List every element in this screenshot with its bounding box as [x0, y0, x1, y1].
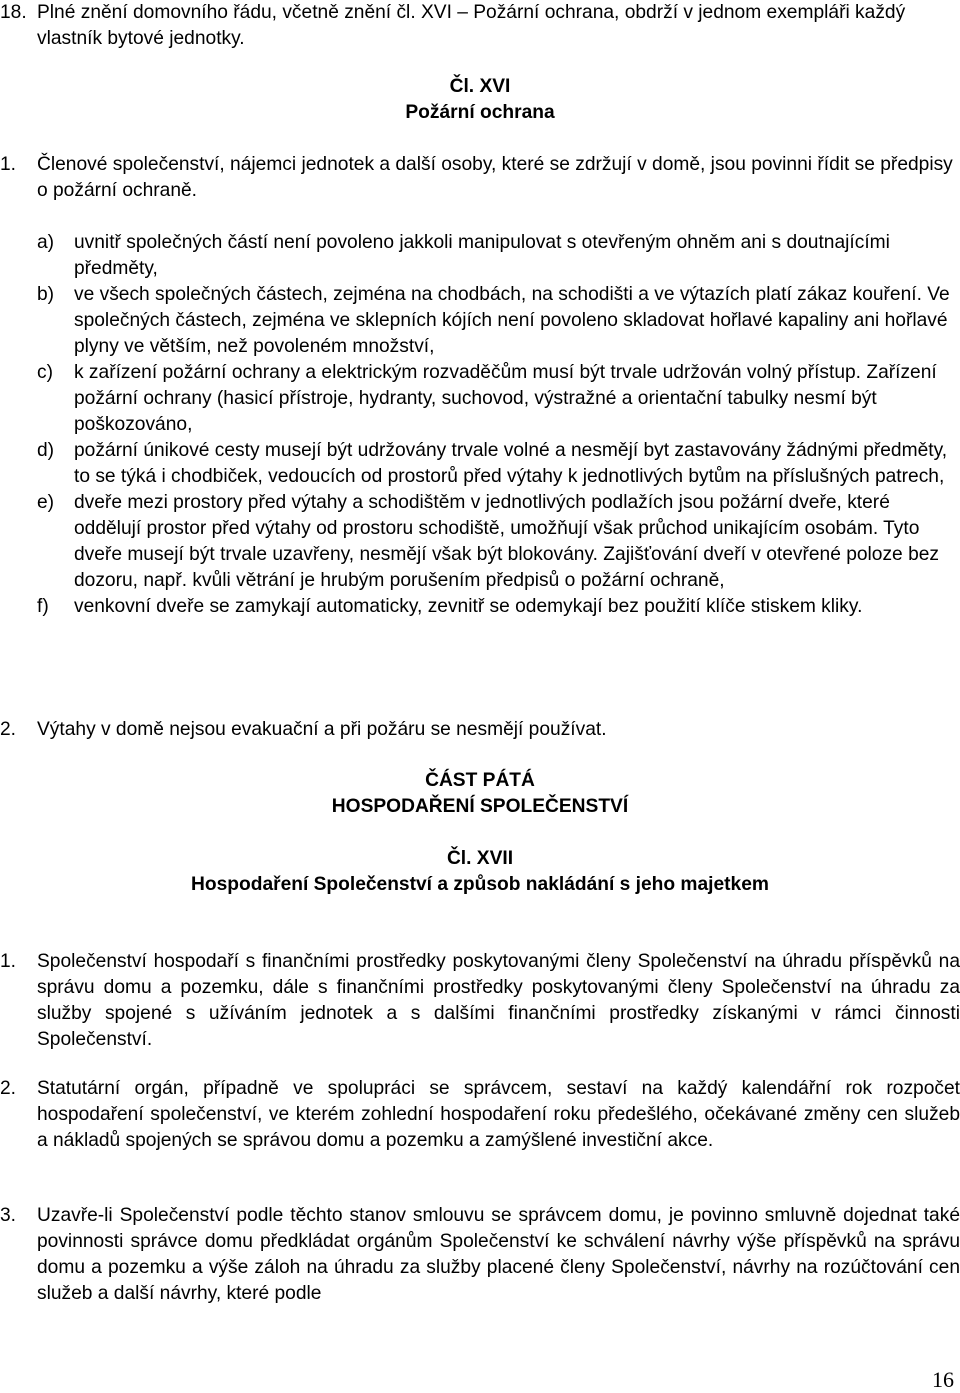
article-xvii-heading	[0, 846, 960, 898]
subitem-letter: e)	[37, 492, 55, 513]
subitem-text: venkovní dveře se zamykají automaticky, zevnitř se odemykají bez použití klíče stiskem kliky.	[74, 596, 863, 617]
article-label: Čl. XVII	[446, 848, 514, 869]
item-number: 18.	[0, 2, 27, 23]
subitem-letter: b)	[37, 284, 55, 305]
subitem-text: požární únikové cesty musejí být udržovány trvale volné a nesmějí byt zastavovány žádnými předměty, to se týká i chodbiček, vedoucích od prostorů před výtahy k jednotlivých bytům na příslušných patrech,	[74, 440, 948, 487]
subitem-e	[0, 490, 960, 594]
page-number: 16	[932, 1367, 954, 1392]
item-text: Statutární orgán, případně ve spolupráci se správcem, sestaví na každý kalendářní rok rozpočet hospodaření společenství, ve kterém zohlední hospodaření roku předešlého, očekávané změny cen služeb a nákladů spojených se správou domu a pozemku a zamýšlené investiční akce.	[37, 1078, 960, 1151]
item-text: Společenství hospodaří s finančními prostředky poskytovanými členy Společenství na úhradu příspěvků na správu domu a pozemku, dále s finančními prostředky poskytovanými členy Společenství na úhradu za služby spojené s užíváním jednotek a s dalšími finančními prostředky získanými v rámci činnosti Společenství.	[37, 951, 960, 1050]
article-title: Požární ochrana	[405, 102, 555, 123]
xvii-item-3	[0, 1203, 960, 1307]
item-number: 3.	[0, 1205, 17, 1226]
xvi-item-2	[0, 717, 960, 743]
subitem-letter: a)	[37, 232, 55, 253]
subitem-letter: c)	[37, 362, 53, 383]
subitem-letter: f)	[37, 596, 49, 617]
part-five-heading	[0, 768, 960, 820]
subitem-text: dveře mezi prostory před výtahy a schodištěm v jednotlivých podlažích jsou požární dveře, které oddělují prostor před výtahy od prostoru schodiště, umožňují však průchod unikajícím osobám. Tyto dveře musejí být trvale uzavřeny, nesmějí však být blokovány. Zajišťování dveří v otevřené poloze bez dozoru, např. kvůli větrání je hrubým porušením předpisů o požární ochraně,	[74, 492, 940, 591]
item-number: 1.	[0, 154, 17, 175]
xvii-item-2	[0, 1076, 960, 1154]
article-xvi-heading	[0, 74, 960, 126]
subitem-a	[0, 230, 960, 282]
item-18	[0, 0, 960, 52]
part-title: HOSPODAŘENÍ SPOLEČENSTVÍ	[331, 796, 629, 817]
item-number: 2.	[0, 719, 17, 740]
article-label: Čl. XVI	[449, 76, 511, 97]
xvi-subitems	[0, 230, 960, 620]
item-text: Uzavře-li Společenství podle těchto stanov smlouvu se správcem domu, je povinno smluvně dojednat také povinnosti správce domu předkládat orgánům Společenství ke schválení návrhy výše příspěvků na správu domu a pozemku a výše záloh na úhradu za služby placené členy Společenství, návrhy na rozúčtování cen služeb a další návrhy, které podle	[37, 1205, 960, 1304]
xvi-item-1	[0, 152, 960, 204]
article-title: Hospodaření Společenství a způsob nakládání s jeho majetkem	[191, 874, 769, 895]
subitem-d	[0, 438, 960, 490]
xvii-item-1	[0, 949, 960, 1053]
subitem-letter: d)	[37, 440, 55, 461]
subitem-text: ve všech společných částech, zejména na chodbách, na schodišti a ve výtazích platí zákaz kouření. Ve společných částech, zejména ve sklepních kójích není povoleno skladovat hořlavé kapaliny ani hořlavé plyny ve větším, než povoleném množství,	[74, 284, 950, 357]
item-number: 2.	[0, 1078, 17, 1099]
part-label: ČÁST PÁTÁ	[425, 770, 535, 791]
item-text: Členové společenství, nájemci jednotek a další osoby, které se zdržují v domě, jsou povinni řídit se předpisy o požární ochraně.	[37, 154, 953, 201]
item-text: Výtahy v domě nejsou evakuační a při požáru se nesmějí používat.	[37, 719, 607, 740]
subitem-text: uvnitř společných částí není povoleno jakkoli manipulovat s otevřeným ohněm ani s doutnajícími předměty,	[74, 232, 890, 279]
subitem-c	[0, 360, 960, 438]
subitem-f	[0, 594, 960, 620]
subitem-text: k zařízení požární ochrany a elektrickým rozvaděčům musí být trvale udržován volný přístup. Zařízení požární ochrany (hasicí přístroje, hydranty, suchovod, výstražné a orientační tabulky nesmí být poškozováno,	[74, 362, 937, 435]
subitem-b	[0, 282, 960, 360]
item-text: Plné znění domovního řádu, včetně znění čl. XVI – Požární ochrana, obdrží v jednom exempláři každý vlastník bytové jednotky.	[37, 2, 906, 49]
item-number: 1.	[0, 951, 17, 972]
